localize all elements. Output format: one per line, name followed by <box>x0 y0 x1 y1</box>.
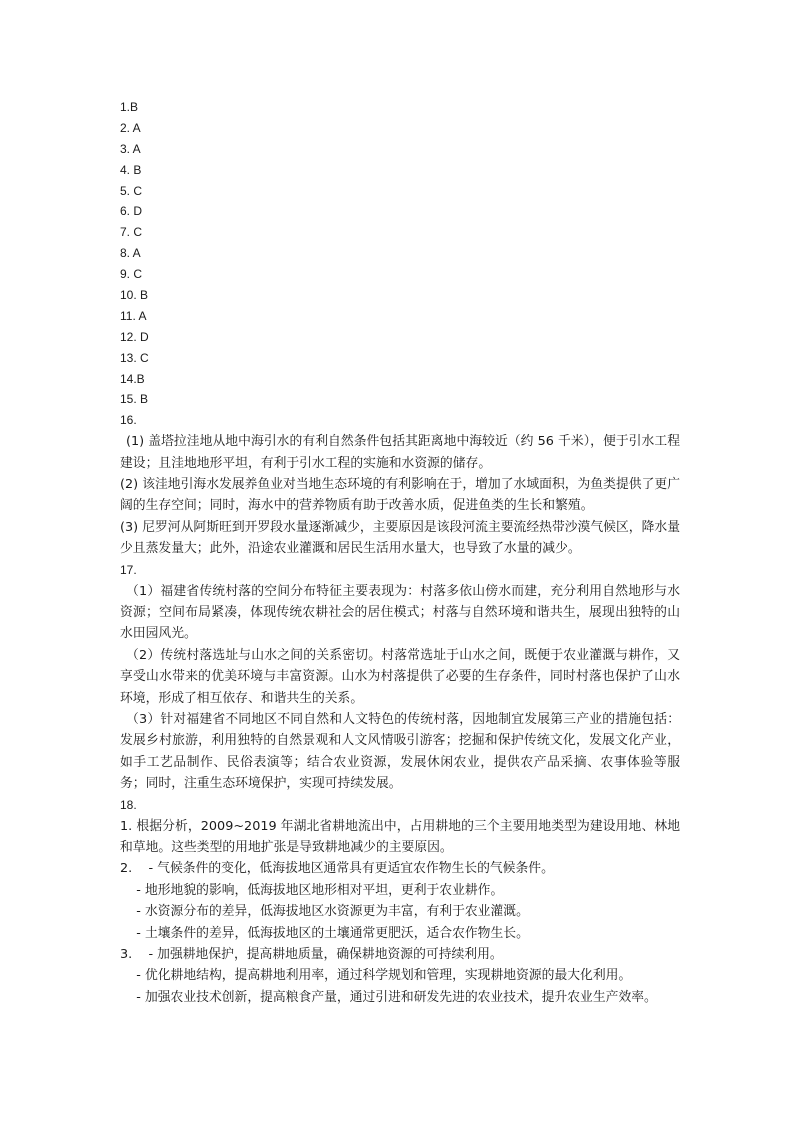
answer-1: 1.B <box>120 100 139 114</box>
multiple-choice-answers <box>120 97 680 410</box>
question-18-part-2-line-2: - 地形地貌的影响，低海拔地区地形相对平坦，更利于农业耕作。 <box>120 882 504 898</box>
answer-14: 14.B <box>120 371 145 386</box>
question-18-part-1: 1. 根据分析，2009~2019 年湖北省耕地流出中，占用耕地的三个主要用地类型为建设用地、林地和草地。这些类型的用地扩张是导致耕地减少的主要原因。 <box>120 818 680 855</box>
question-17-label: 17. <box>120 562 137 577</box>
answer-4: 4. B <box>120 162 142 177</box>
question-17-part-2: （2）传统村落选址与山水之间的关系密切。村落常选址于山水之间，既便于农业灌溉与耕作，又享受山水带来的优美环境与丰富资源。山水为村落提供了必要的生存条件，同时村落也保护了山水环境，形成了相互依存、和谐共生的关系。 <box>120 647 680 706</box>
question-18 <box>120 795 680 1009</box>
answer-6: 6. D <box>120 204 143 219</box>
question-16-part-3: (3) 尼罗河从阿斯旺到开罗段水量逐渐减少，主要原因是该段河流主要流经热带沙漠气候区，降水量少且蒸发量大；此外，沿途农业灌溉和居民生活用水量大，也导致了水量的减少。 <box>120 519 680 557</box>
question-17-part-1: （1）福建省传统村落的空间分布特征主要表现为：村落多依山傍水而建，充分利用自然地形与水资源；空间布局紧凑，体现传统农耕社会的居住模式；村落与自然环境和谐共生，展现出独特的山水田园风光。 <box>120 583 680 642</box>
answer-15: 15. B <box>120 392 149 407</box>
question-18-part-3-line-2: - 优化耕地结构，提高耕地利用率，通过科学规划和管理，实现耕地资源的最大化利用。 <box>120 968 632 984</box>
answer-7: 7. C <box>120 225 143 240</box>
question-17 <box>120 560 680 795</box>
question-18-part-2-line-1: 2. - 气候条件的变化，低海拔地区通常具有更适宜农作物生长的气候条件。 <box>120 861 554 877</box>
question-18-part-2-line-4: - 土壤条件的差异，低海拔地区的土壤通常更肥沃，适合农作物生长。 <box>120 925 529 941</box>
question-18-part-3-line-3: - 加强农业技术创新，提高粮食产量，通过引进和研发先进的农业技术，提升农业生产效率。 <box>120 989 657 1005</box>
answer-12: 12. D <box>120 329 149 344</box>
answer-5: 5. C <box>120 183 143 198</box>
question-17-part-3: （3）针对福建省不同地区不同自然和人文特色的传统村落，因地制宜发展第三产业的措施包括：发展乡村旅游，利用独特的自然景观和人文风情吸引游客；挖掘和保护传统文化，发展文化产业，如手工艺品制作、民俗表演等；结合农业资源，发展休闲农业，提供农产品采摘、农事体验等服务；同时，注重生态环境保护，实现可持续发展。 <box>120 712 680 792</box>
answer-10: 10. B <box>120 288 149 303</box>
question-16-part-2: (2) 该洼地引海水发展养鱼业对当地生态环境的有利影响在于，增加了水域面积，为鱼类提供了更广阔的生存空间；同时，海水中的营养物质有助于改善水质，促进鱼类的生长和繁殖。 <box>120 477 680 514</box>
question-16-label: 16. <box>120 413 137 428</box>
answer-3: 3. A <box>120 141 141 156</box>
answer-8: 8. A <box>120 246 141 261</box>
question-18-label: 18. <box>120 797 137 812</box>
answer-11: 11. A <box>120 308 147 323</box>
answer-2: 2. A <box>120 120 141 135</box>
answer-9: 9. C <box>120 267 143 282</box>
question-16-part-1: (1) 盖塔拉洼地从地中海引水的有利自然条件包括其距离地中海较近（约 56 千米），便于引水工程建设；且洼地地形平坦，有利于引水工程的实施和水资源的储存。 <box>120 434 680 471</box>
answer-13: 13. C <box>120 350 149 365</box>
question-18-part-3-line-1: 3. - 加强耕地保护，提高耕地质量，确保耕地资源的可持续利用。 <box>120 946 503 962</box>
question-16 <box>120 410 680 559</box>
question-18-part-2-line-3: - 水资源分布的差异，低海拔地区水资源更为丰富，有利于农业灌溉。 <box>120 904 529 920</box>
answer-document <box>120 97 680 1008</box>
